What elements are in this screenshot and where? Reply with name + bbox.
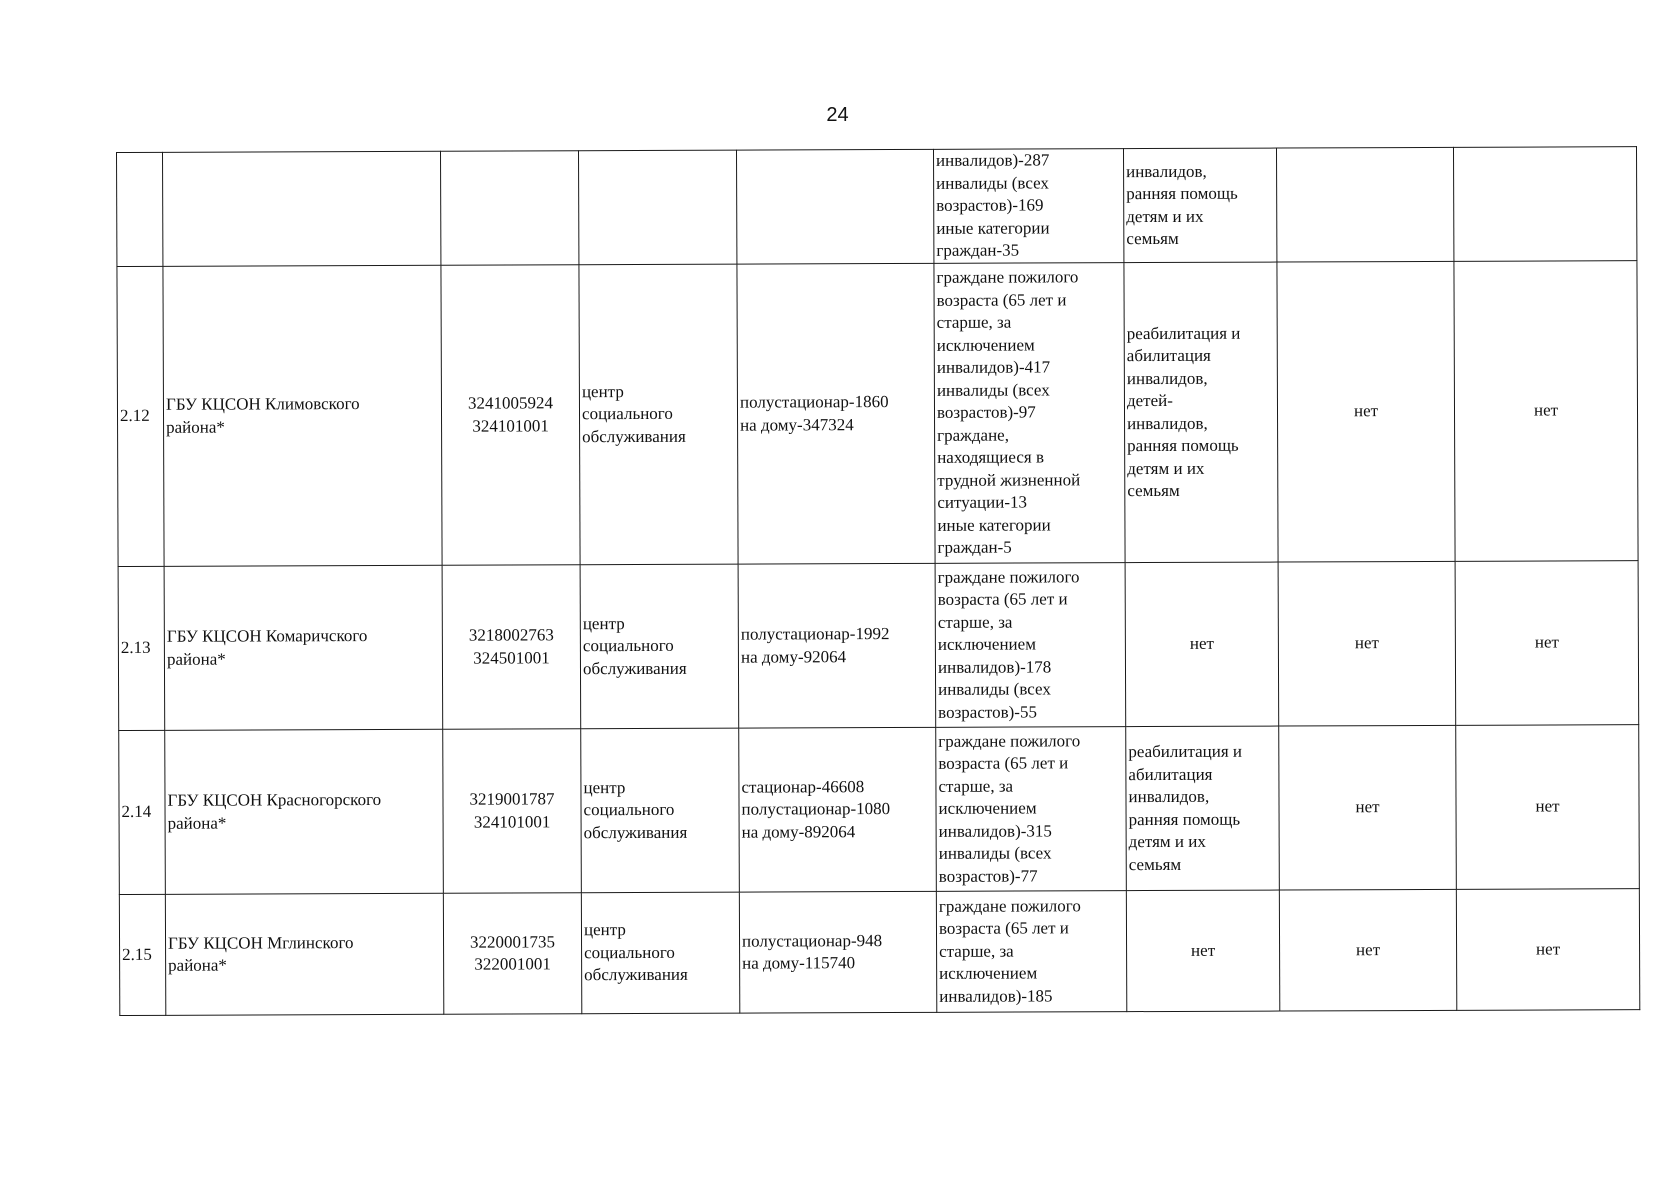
kpp-code: 324101001 <box>472 415 549 436</box>
row-number: 2.15 <box>119 894 165 1015</box>
column-10-value: нет <box>1456 889 1639 1011</box>
service-forms: полустационар-948 на дому-115740 <box>739 891 936 1013</box>
column-9-value: нет <box>1277 261 1455 562</box>
inn-kpp-codes <box>442 565 581 730</box>
column-9-value: нет <box>1278 561 1456 726</box>
organization-name <box>163 151 441 266</box>
table-row <box>119 725 1640 895</box>
organization-type <box>578 150 736 265</box>
inn-code: 3219001787 <box>469 789 555 809</box>
rehabilitation-services: реабилитация и абилитация инвалидов, ранняя помощь детям и их семьям <box>1126 726 1280 891</box>
service-forms: полустационар-1860 на дому-347324 <box>737 263 935 564</box>
inn-kpp-codes <box>443 729 582 894</box>
service-forms: полустационар-1992 на дому-92064 <box>738 563 936 728</box>
kpp-code: 324501001 <box>473 647 550 668</box>
row-number: 2.12 <box>117 266 164 566</box>
column-9-value <box>1276 147 1453 262</box>
organization-type: центр социального обслуживания <box>581 728 740 893</box>
kpp-code <box>443 208 576 209</box>
column-9-value: нет <box>1279 889 1456 1011</box>
row-number: 2.14 <box>119 730 166 894</box>
table-row <box>117 147 1637 267</box>
column-10-value: нет <box>1456 725 1640 890</box>
inn-kpp-codes <box>441 265 580 566</box>
organization-name: ГБУ КЦСОН Красногорского района* <box>165 729 444 894</box>
organization-name: ГБУ КЦСОН Мглинского района* <box>165 893 443 1015</box>
recipient-categories: граждане пожилого возраста (65 лет и старше, за исключением инвалидов)-185 <box>936 891 1126 1013</box>
row-number <box>117 152 163 266</box>
page-number: 24 <box>826 104 849 126</box>
inn-code: 3241005924 <box>467 393 554 413</box>
row-number: 2.13 <box>118 566 165 730</box>
organization-type: центр социального обслуживания <box>581 892 739 1014</box>
column-10-value: нет <box>1455 561 1639 726</box>
recipient-categories: граждане пожилого возраста (65 лет и старше, за исключением инвалидов)-178 инвалиды (всех возрастов)-55 <box>935 563 1126 728</box>
inn-code: 3220001735 <box>469 931 556 952</box>
column-10-value <box>1453 147 1636 262</box>
recipient-categories: инвалидов)-287 инвалиды (всех возрастов)-169 иные категории граждан-35 <box>933 149 1123 264</box>
table-row <box>117 261 1638 567</box>
recipient-categories: граждане пожилого возраста (65 лет и старше, за исключением инвалидов)-315 инвалиды (всех возрастов)-77 <box>936 727 1127 892</box>
inn-kpp-codes <box>440 151 578 266</box>
kpp-code: 322001001 <box>474 954 551 974</box>
organization-name: ГБУ КЦСОН Климовского района* <box>163 265 442 566</box>
rehabilitation-services: нет <box>1126 890 1279 1012</box>
recipient-categories: граждане пожилого возраста (65 лет и старше, за исключением инвалидов)-417 инвалиды (всех возрастов)-97 граждане, находящиеся в трудной жизненной ситуации-13 иные категории граждан-5 <box>934 263 1125 564</box>
service-forms <box>736 149 933 264</box>
inn-code: 3218002763 <box>468 625 554 645</box>
rehabilitation-services: реабилитация и абилитация инвалидов, детей- инвалидов, ранняя помощь детям и их семьям <box>1124 262 1278 563</box>
providers-table <box>116 146 1640 1016</box>
column-10-value: нет <box>1454 261 1638 562</box>
organization-name: ГБУ КЦСОН Комаричского района* <box>164 565 443 730</box>
rehabilitation-services: инвалидов, ранняя помощь детям и их семьям <box>1123 148 1276 263</box>
rehabilitation-services: нет <box>1125 562 1279 727</box>
inn-kpp-codes <box>443 893 581 1015</box>
table-row <box>119 889 1639 1016</box>
inn-code <box>443 208 576 209</box>
organization-type: центр социального обслуживания <box>579 264 738 565</box>
kpp-code: 324101001 <box>473 811 551 832</box>
service-forms: стационар-46608 полустационар-1080 на дому-892064 <box>739 727 937 892</box>
table-row <box>118 561 1639 731</box>
column-9-value: нет <box>1279 725 1457 890</box>
organization-type: центр социального обслуживания <box>580 564 739 729</box>
